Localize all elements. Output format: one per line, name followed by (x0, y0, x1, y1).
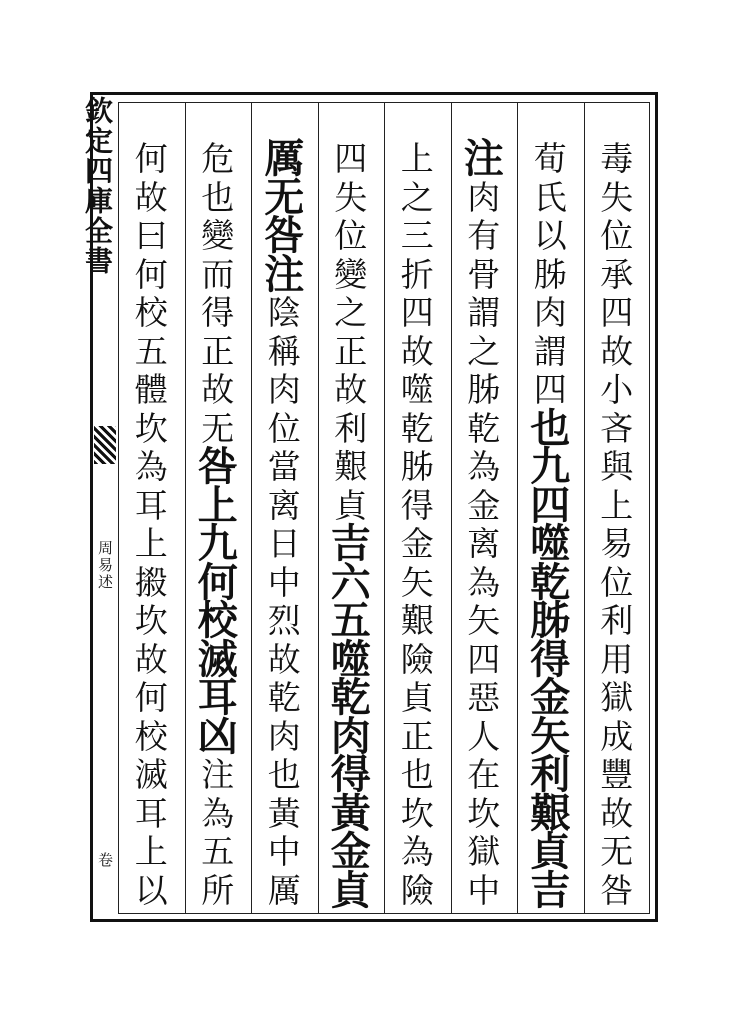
column-rule (384, 102, 385, 914)
character: 毒 (600, 139, 634, 178)
character: 噬 (400, 370, 434, 409)
character: 无 (264, 173, 305, 221)
character: 乾 (330, 674, 371, 721)
character: 噬 (530, 520, 571, 567)
column-rule (185, 102, 186, 914)
character: 吝 (600, 408, 634, 448)
character: 噬 (330, 635, 371, 683)
character: 為 (201, 793, 235, 833)
fish-tail-mark (94, 426, 116, 464)
character: 也 (201, 177, 235, 217)
character: 无 (201, 408, 235, 448)
character: 貞 (530, 828, 571, 875)
character: 而 (201, 254, 235, 294)
character: 故 (600, 331, 634, 371)
character: 离 (467, 524, 501, 563)
character: 厲 (264, 135, 305, 182)
character: 九 (530, 443, 571, 490)
character: 离 (267, 485, 301, 525)
character: 上 (400, 139, 434, 178)
column-rule (517, 102, 518, 914)
character: 故 (334, 370, 368, 409)
character: 校 (134, 293, 168, 332)
character: 坎 (134, 408, 168, 448)
character: 四 (530, 481, 571, 529)
character: 成 (600, 716, 634, 756)
character: 乾 (467, 408, 501, 448)
character: 險 (400, 870, 434, 910)
character: 坎 (400, 793, 434, 833)
character: 咎 (600, 870, 634, 910)
text-column-6 (256, 135, 312, 910)
character: 五 (134, 331, 168, 371)
character: 四 (533, 370, 567, 409)
character: 金 (400, 524, 434, 563)
character: 中 (267, 832, 301, 871)
character: 无 (600, 832, 634, 871)
character: 體 (134, 370, 168, 409)
character: 凶 (197, 712, 238, 760)
character: 陰 (267, 293, 301, 332)
character: 摋 (134, 562, 168, 602)
character: 故 (600, 793, 634, 833)
character: 滅 (134, 755, 168, 794)
character: 故 (267, 639, 301, 679)
character: 之 (467, 331, 501, 371)
character: 危 (201, 139, 235, 178)
character: 中 (267, 562, 301, 602)
character: 所 (201, 870, 235, 910)
character: 謂 (467, 293, 501, 332)
character: 險 (400, 639, 434, 679)
character: 胏 (533, 254, 567, 294)
margin-column (81, 96, 118, 916)
character: 咎 (264, 212, 305, 259)
character: 正 (201, 331, 235, 371)
book-title: 周易述 (96, 540, 114, 591)
character: 五 (330, 597, 371, 644)
character: 正 (334, 331, 368, 371)
character: 耳 (134, 793, 168, 833)
character: 五 (201, 832, 235, 871)
character: 肉 (330, 712, 371, 760)
character: 滅 (197, 635, 238, 683)
character: 艱 (334, 447, 368, 486)
text-column-4 (389, 140, 445, 910)
character: 矢 (467, 601, 501, 640)
column-rule (318, 102, 319, 914)
character: 黃 (267, 793, 301, 833)
text-column-8 (123, 140, 179, 910)
character: 吉 (530, 866, 571, 914)
character: 坎 (134, 601, 168, 640)
character: 之 (400, 177, 434, 217)
character: 艱 (400, 601, 434, 640)
character: 惡 (467, 678, 501, 717)
character: 失 (600, 177, 634, 217)
character: 何 (134, 678, 168, 717)
text-column-2 (522, 139, 578, 914)
character: 也 (267, 755, 301, 794)
character: 乾 (267, 678, 301, 717)
character: 貞 (334, 485, 368, 525)
character: 故 (134, 177, 168, 217)
character: 位 (600, 562, 634, 602)
character: 為 (467, 562, 501, 602)
character: 位 (267, 408, 301, 448)
character: 肉 (467, 177, 501, 217)
character: 胏 (400, 447, 434, 486)
character: 折 (400, 254, 434, 294)
character: 稱 (267, 331, 301, 371)
character: 位 (600, 216, 634, 255)
character: 三 (400, 216, 434, 255)
character: 四 (334, 139, 368, 178)
character: 曰 (134, 216, 168, 255)
character: 校 (134, 716, 168, 756)
character: 貞 (330, 866, 371, 914)
character: 人 (467, 716, 501, 756)
character: 變 (334, 254, 368, 294)
character: 肉 (267, 370, 301, 409)
character: 艱 (530, 789, 571, 837)
character: 故 (400, 331, 434, 371)
character: 當 (267, 447, 301, 486)
character: 上 (134, 832, 168, 871)
character: 得 (201, 293, 235, 332)
character: 利 (600, 601, 634, 640)
character: 貞 (400, 678, 434, 717)
character: 之 (334, 293, 368, 332)
character: 有 (467, 216, 501, 255)
character: 也 (530, 404, 571, 452)
character: 上 (197, 481, 238, 529)
character: 金 (330, 828, 371, 875)
character: 中 (467, 870, 501, 910)
character: 耳 (134, 485, 168, 525)
character: 坎 (467, 793, 501, 833)
character: 注 (463, 135, 504, 182)
character: 肉 (533, 293, 567, 332)
character: 豐 (600, 755, 634, 794)
character: 吉 (330, 520, 371, 567)
character: 骨 (467, 254, 501, 294)
character: 胏 (530, 597, 571, 644)
character: 肉 (267, 716, 301, 756)
character: 荀 (533, 139, 567, 178)
character: 在 (467, 755, 501, 794)
character: 以 (533, 216, 567, 255)
character: 正 (400, 716, 434, 756)
character: 九 (197, 520, 238, 567)
character: 金 (467, 485, 501, 525)
character: 乾 (530, 558, 571, 606)
character: 耳 (197, 674, 238, 721)
character: 獄 (600, 678, 634, 717)
character: 烈 (267, 601, 301, 640)
character: 何 (197, 558, 238, 606)
character: 為 (467, 447, 501, 486)
character: 注 (264, 250, 305, 298)
character: 承 (600, 254, 634, 294)
character: 胏 (467, 370, 501, 409)
character: 以 (134, 870, 168, 910)
character: 故 (134, 639, 168, 679)
character: 變 (201, 216, 235, 255)
text-column-3 (456, 135, 512, 910)
character: 日 (267, 524, 301, 563)
column-rule (584, 102, 585, 914)
character: 四 (400, 293, 434, 332)
text-column-7 (190, 140, 246, 910)
character: 矢 (530, 712, 571, 760)
character: 利 (530, 751, 571, 798)
character: 得 (400, 485, 434, 525)
character: 與 (600, 447, 634, 486)
text-column-5 (323, 139, 379, 914)
character: 何 (134, 254, 168, 294)
character: 上 (134, 524, 168, 563)
character: 小 (600, 370, 634, 409)
character: 氏 (533, 177, 567, 217)
text-column-1 (589, 140, 645, 910)
collection-title: 欽定四庫全書 (81, 96, 114, 276)
character: 黃 (330, 789, 371, 837)
character: 注 (201, 755, 235, 794)
character: 矢 (400, 562, 434, 602)
character: 易 (600, 524, 634, 563)
character: 為 (134, 447, 168, 486)
character: 校 (197, 597, 238, 644)
character: 金 (530, 674, 571, 721)
character: 為 (400, 832, 434, 871)
character: 失 (334, 177, 368, 217)
character: 上 (600, 485, 634, 525)
column-rule (451, 102, 452, 914)
character: 得 (530, 635, 571, 683)
column-rule (251, 102, 252, 914)
character: 用 (600, 639, 634, 679)
character: 得 (330, 751, 371, 798)
character: 四 (467, 639, 501, 679)
character: 四 (600, 293, 634, 332)
character: 謂 (533, 331, 567, 371)
character: 何 (134, 139, 168, 178)
character: 也 (400, 755, 434, 794)
character: 厲 (267, 870, 301, 910)
volume-mark: 卷 (96, 852, 114, 867)
character: 咎 (197, 443, 238, 490)
character: 位 (334, 216, 368, 255)
character: 故 (201, 370, 235, 409)
character: 乾 (400, 408, 434, 448)
character: 六 (330, 558, 371, 606)
character: 利 (334, 408, 368, 448)
character: 獄 (467, 832, 501, 871)
